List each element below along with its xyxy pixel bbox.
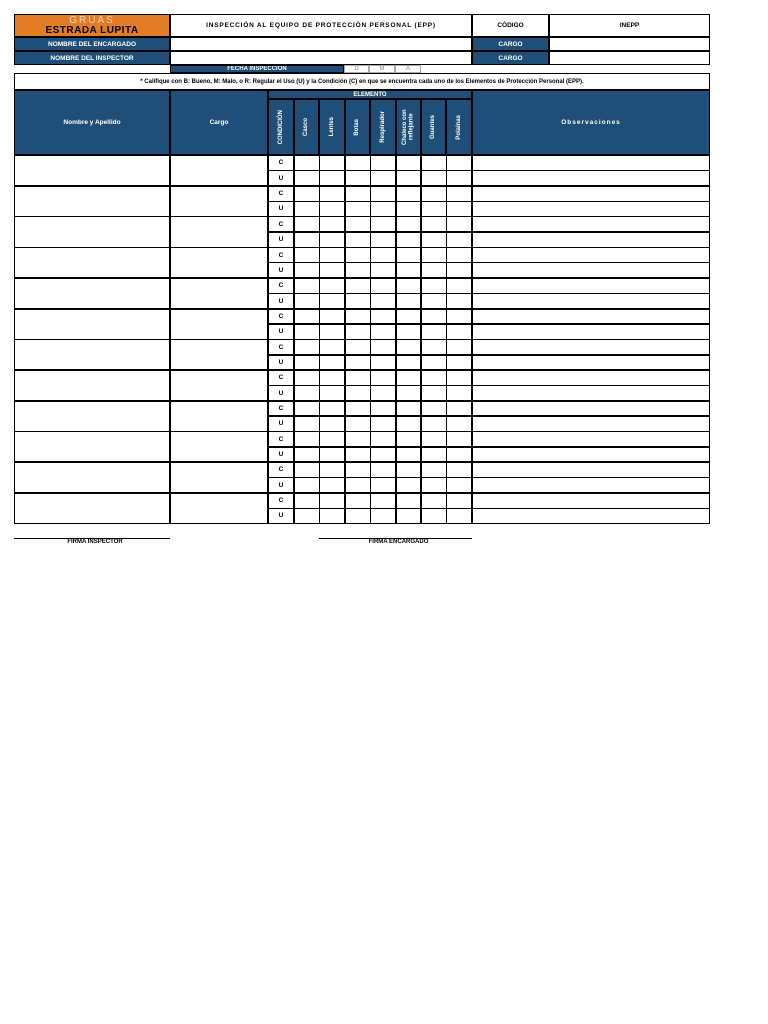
- person-cargo-field[interactable]: [170, 155, 268, 186]
- rating-cell[interactable]: [446, 293, 472, 309]
- rating-cell[interactable]: [294, 155, 320, 171]
- rating-cell[interactable]: [421, 508, 447, 524]
- form-title: INSPECCIÓN AL EQUIPO DE PROTECCIÓN PERSONAL (EPP): [170, 14, 472, 37]
- condition-type-label: U: [268, 416, 294, 432]
- person-name-field[interactable]: [14, 493, 170, 524]
- observation-field[interactable]: [472, 493, 710, 509]
- rating-cell[interactable]: [345, 385, 371, 401]
- rating-cell[interactable]: [294, 293, 320, 309]
- rating-cell[interactable]: [294, 247, 320, 263]
- rating-cell[interactable]: [345, 355, 371, 371]
- rating-cell[interactable]: [319, 462, 345, 478]
- rating-cell[interactable]: [319, 370, 345, 386]
- rating-cell[interactable]: [370, 447, 396, 463]
- rating-cell[interactable]: [421, 370, 447, 386]
- rating-cell[interactable]: [294, 339, 320, 355]
- observation-field[interactable]: [472, 247, 710, 263]
- rating-cell[interactable]: [345, 170, 371, 186]
- rating-cell[interactable]: [421, 431, 447, 447]
- element-header-5: [421, 99, 446, 155]
- rating-cell[interactable]: [294, 416, 320, 432]
- condition-type-label: U: [268, 324, 294, 340]
- rating-cell[interactable]: [345, 293, 371, 309]
- observation-field[interactable]: [472, 262, 710, 278]
- rating-cell[interactable]: [396, 431, 422, 447]
- rating-cell[interactable]: [370, 186, 396, 202]
- rating-cell[interactable]: [345, 216, 371, 232]
- rating-cell[interactable]: [370, 201, 396, 217]
- rating-cell[interactable]: [294, 385, 320, 401]
- rating-cell[interactable]: [370, 155, 396, 171]
- person-name-field[interactable]: [14, 431, 170, 462]
- rating-cell[interactable]: [319, 247, 345, 263]
- rating-cell[interactable]: [421, 293, 447, 309]
- rating-cell[interactable]: [370, 462, 396, 478]
- rating-cell[interactable]: [345, 508, 371, 524]
- rating-cell[interactable]: [294, 355, 320, 371]
- rating-cell[interactable]: [421, 186, 447, 202]
- rating-cell[interactable]: [421, 416, 447, 432]
- rating-cell[interactable]: [421, 170, 447, 186]
- elemento-header: ELEMENTO: [268, 90, 472, 99]
- rating-cell[interactable]: [421, 324, 447, 340]
- rating-cell[interactable]: [345, 339, 371, 355]
- rating-cell[interactable]: [396, 370, 422, 386]
- rating-cell[interactable]: [446, 401, 472, 417]
- fecha-label: FECHA INSPECCIÓN: [170, 65, 344, 73]
- rating-cell[interactable]: [396, 201, 422, 217]
- rating-cell[interactable]: [421, 201, 447, 217]
- rating-cell[interactable]: [294, 186, 320, 202]
- rating-cell[interactable]: [345, 186, 371, 202]
- rating-cell[interactable]: [294, 431, 320, 447]
- person-name-field[interactable]: [14, 216, 170, 247]
- rating-cell[interactable]: [446, 355, 472, 371]
- rating-cell[interactable]: [345, 431, 371, 447]
- element-label: Chaleco con reflejante: [401, 109, 415, 145]
- rating-cell[interactable]: [294, 370, 320, 386]
- person-cargo-field[interactable]: [170, 339, 268, 370]
- person-name-field[interactable]: [14, 370, 170, 401]
- rating-cell[interactable]: [396, 324, 422, 340]
- condition-type-label: C: [268, 401, 294, 417]
- rating-cell[interactable]: [396, 278, 422, 294]
- rating-cell[interactable]: [446, 385, 472, 401]
- rating-cell[interactable]: [446, 278, 472, 294]
- condicion-label: CONDICIÓN: [277, 109, 284, 145]
- condition-type-label: C: [268, 339, 294, 355]
- condition-type-label: U: [268, 170, 294, 186]
- element-label: Casco: [303, 117, 310, 136]
- rating-cell[interactable]: [319, 232, 345, 248]
- rating-cell[interactable]: [446, 247, 472, 263]
- rating-cell[interactable]: [345, 493, 371, 509]
- rating-cell[interactable]: [319, 186, 345, 202]
- encargado-cargo-label: CARGO: [472, 37, 549, 51]
- rating-cell[interactable]: [319, 170, 345, 186]
- rating-cell[interactable]: [370, 401, 396, 417]
- rating-cell[interactable]: [370, 493, 396, 509]
- observation-field[interactable]: [472, 309, 710, 325]
- rating-cell[interactable]: [319, 401, 345, 417]
- company-logo: [14, 14, 170, 37]
- rating-cell[interactable]: [446, 262, 472, 278]
- rating-cell[interactable]: [421, 247, 447, 263]
- person-name-field[interactable]: [14, 309, 170, 340]
- rating-cell[interactable]: [345, 447, 371, 463]
- rating-cell[interactable]: [396, 155, 422, 171]
- col-name-header: Nombre y Apellido: [14, 90, 170, 155]
- rating-cell[interactable]: [421, 309, 447, 325]
- encargado-label: NOMBRE DEL ENCARGADO: [14, 37, 170, 51]
- rating-cell[interactable]: [319, 339, 345, 355]
- rating-cell[interactable]: [396, 186, 422, 202]
- element-header-1: [319, 99, 344, 155]
- rating-cell[interactable]: [345, 324, 371, 340]
- condition-type-label: U: [268, 293, 294, 309]
- rating-cell[interactable]: [370, 431, 396, 447]
- person-cargo-field[interactable]: [170, 309, 268, 340]
- person-cargo-field[interactable]: [170, 370, 268, 401]
- rating-cell[interactable]: [294, 170, 320, 186]
- rating-cell[interactable]: [294, 201, 320, 217]
- rating-cell[interactable]: [446, 170, 472, 186]
- rating-cell[interactable]: [319, 508, 345, 524]
- rating-cell[interactable]: [345, 416, 371, 432]
- rating-cell[interactable]: [345, 370, 371, 386]
- observation-field[interactable]: [472, 216, 710, 232]
- rating-cell[interactable]: [396, 170, 422, 186]
- rating-cell[interactable]: [421, 401, 447, 417]
- condition-type-label: U: [268, 477, 294, 493]
- observation-field[interactable]: [472, 293, 710, 309]
- person-cargo-field[interactable]: [170, 462, 268, 493]
- rating-cell[interactable]: [396, 355, 422, 371]
- element-header-3: [370, 99, 395, 155]
- rating-cell[interactable]: [396, 216, 422, 232]
- rating-cell[interactable]: [396, 293, 422, 309]
- rating-cell[interactable]: [396, 508, 422, 524]
- rating-cell[interactable]: [319, 262, 345, 278]
- inspector-label: NOMBRE DEL INSPECTOR: [14, 51, 170, 65]
- person-name-field[interactable]: [14, 401, 170, 432]
- rating-cell[interactable]: [446, 508, 472, 524]
- condition-type-label: U: [268, 232, 294, 248]
- rating-cell[interactable]: [294, 401, 320, 417]
- rating-cell[interactable]: [370, 416, 396, 432]
- rating-cell[interactable]: [421, 462, 447, 478]
- condicion-header: [268, 99, 294, 155]
- rating-cell[interactable]: [446, 232, 472, 248]
- observation-field[interactable]: [472, 278, 710, 294]
- condition-type-label: C: [268, 155, 294, 171]
- rating-cell[interactable]: [446, 324, 472, 340]
- date-day-field[interactable]: D: [344, 65, 369, 73]
- rating-cell[interactable]: [446, 309, 472, 325]
- rating-cell[interactable]: [446, 477, 472, 493]
- rating-cell[interactable]: [370, 293, 396, 309]
- rating-cell[interactable]: [345, 201, 371, 217]
- rating-cell[interactable]: [345, 262, 371, 278]
- condition-type-label: C: [268, 431, 294, 447]
- rating-cell[interactable]: [370, 355, 396, 371]
- observation-field[interactable]: [472, 447, 710, 463]
- person-cargo-field[interactable]: [170, 401, 268, 432]
- person-cargo-field[interactable]: [170, 216, 268, 247]
- code-label: CÓDIGO: [472, 14, 549, 37]
- rating-cell[interactable]: [319, 155, 345, 171]
- rating-cell[interactable]: [319, 201, 345, 217]
- rating-cell[interactable]: [446, 370, 472, 386]
- condition-type-label: C: [268, 216, 294, 232]
- rating-cell[interactable]: [396, 462, 422, 478]
- logo-line2: ESTRADA LUPITA: [45, 24, 139, 36]
- person-name-field[interactable]: [14, 278, 170, 309]
- condition-type-label: U: [268, 201, 294, 217]
- rating-cell[interactable]: [294, 447, 320, 463]
- rating-cell[interactable]: [446, 462, 472, 478]
- rating-cell[interactable]: [421, 278, 447, 294]
- rating-cell[interactable]: [319, 385, 345, 401]
- rating-cell[interactable]: [370, 278, 396, 294]
- rating-cell[interactable]: [370, 232, 396, 248]
- element-label: Respirador: [379, 111, 386, 143]
- rating-cell[interactable]: [345, 278, 371, 294]
- rating-cell[interactable]: [370, 508, 396, 524]
- person-name-field[interactable]: [14, 462, 170, 493]
- rating-cell[interactable]: [446, 201, 472, 217]
- logo-line1: GRÚAS: [69, 14, 115, 26]
- rating-cell[interactable]: [446, 493, 472, 509]
- rating-cell[interactable]: [421, 447, 447, 463]
- rating-cell[interactable]: [345, 155, 371, 171]
- rating-cell[interactable]: [421, 477, 447, 493]
- rating-cell[interactable]: [294, 477, 320, 493]
- rating-cell[interactable]: [421, 339, 447, 355]
- rating-cell[interactable]: [370, 262, 396, 278]
- condition-type-label: C: [268, 370, 294, 386]
- rating-cell[interactable]: [446, 155, 472, 171]
- rating-cell[interactable]: [294, 324, 320, 340]
- condition-type-label: C: [268, 247, 294, 263]
- observation-field[interactable]: [472, 186, 710, 202]
- encargado-signature-label: FIRMA ENCARGADO: [368, 539, 429, 545]
- rating-cell[interactable]: [294, 309, 320, 325]
- condition-type-label: U: [268, 355, 294, 371]
- rating-cell[interactable]: [319, 447, 345, 463]
- condition-type-label: U: [268, 385, 294, 401]
- observation-field[interactable]: [472, 355, 710, 371]
- condition-type-label: U: [268, 447, 294, 463]
- inspector-signature-label: FIRMA INSPECTOR: [67, 539, 123, 545]
- rating-cell[interactable]: [345, 401, 371, 417]
- observation-field[interactable]: [472, 385, 710, 401]
- person-cargo-field[interactable]: [170, 278, 268, 309]
- rating-cell[interactable]: [370, 247, 396, 263]
- rating-cell[interactable]: [396, 339, 422, 355]
- observation-field[interactable]: [472, 324, 710, 340]
- rating-cell[interactable]: [294, 493, 320, 509]
- rating-cell[interactable]: [396, 262, 422, 278]
- person-cargo-field[interactable]: [170, 493, 268, 524]
- rating-cell[interactable]: [345, 232, 371, 248]
- element-label: Lentes: [328, 117, 335, 137]
- col-cargo-header: Cargo: [170, 90, 268, 155]
- rating-cell[interactable]: [370, 477, 396, 493]
- element-label: Guantes: [430, 114, 437, 139]
- col-obs-header: Observaciones: [472, 90, 710, 155]
- rating-cell[interactable]: [396, 416, 422, 432]
- rating-cell[interactable]: [319, 477, 345, 493]
- rating-cell[interactable]: [396, 232, 422, 248]
- rating-cell[interactable]: [345, 462, 371, 478]
- person-name-field[interactable]: [14, 155, 170, 186]
- rating-cell[interactable]: [396, 309, 422, 325]
- rating-cell[interactable]: [319, 431, 345, 447]
- encargado-name-field[interactable]: [170, 37, 472, 51]
- observation-field[interactable]: [472, 370, 710, 386]
- inspector-cargo-label: CARGO: [472, 51, 549, 65]
- person-cargo-field[interactable]: [170, 431, 268, 462]
- rating-cell[interactable]: [370, 324, 396, 340]
- rating-cell[interactable]: [319, 324, 345, 340]
- rating-cell[interactable]: [421, 385, 447, 401]
- element-label: Polainas: [455, 114, 462, 140]
- condition-type-label: C: [268, 462, 294, 478]
- rating-cell[interactable]: [294, 462, 320, 478]
- rating-cell[interactable]: [294, 262, 320, 278]
- person-cargo-field[interactable]: [170, 186, 268, 217]
- person-name-field[interactable]: [14, 247, 170, 278]
- rating-cell[interactable]: [446, 431, 472, 447]
- rating-cell[interactable]: [370, 339, 396, 355]
- observation-field[interactable]: [472, 508, 710, 524]
- rating-cell[interactable]: [319, 493, 345, 509]
- code-value: INEPP: [549, 14, 710, 37]
- rating-cell[interactable]: [370, 170, 396, 186]
- rating-cell[interactable]: [294, 216, 320, 232]
- observation-field[interactable]: [472, 232, 710, 248]
- person-cargo-field[interactable]: [170, 247, 268, 278]
- condition-type-label: C: [268, 493, 294, 509]
- observation-field[interactable]: [472, 416, 710, 432]
- person-name-field[interactable]: [14, 339, 170, 370]
- rating-cell[interactable]: [294, 278, 320, 294]
- rating-cell[interactable]: [319, 309, 345, 325]
- rating-cell[interactable]: [396, 401, 422, 417]
- rating-cell[interactable]: [421, 262, 447, 278]
- rating-cell[interactable]: [421, 155, 447, 171]
- rating-cell[interactable]: [345, 477, 371, 493]
- rating-cell[interactable]: [345, 247, 371, 263]
- rating-cell[interactable]: [319, 293, 345, 309]
- rating-cell[interactable]: [294, 232, 320, 248]
- rating-cell[interactable]: [421, 355, 447, 371]
- rating-cell[interactable]: [370, 309, 396, 325]
- condition-type-label: C: [268, 278, 294, 294]
- rating-cell[interactable]: [396, 477, 422, 493]
- rating-cell[interactable]: [396, 247, 422, 263]
- rating-cell[interactable]: [446, 416, 472, 432]
- rating-cell[interactable]: [421, 493, 447, 509]
- instruction-text: * Califique con B: Bueno, M: Malo, o R: Regular el Uso (U) y la Condición (C) en que se encuentra cada uno de los Elementos de Protección Personal (EPP).: [14, 73, 710, 90]
- observation-field[interactable]: [472, 401, 710, 417]
- date-month-field[interactable]: M: [369, 65, 395, 73]
- rating-cell[interactable]: [370, 370, 396, 386]
- inspector-name-field[interactable]: [170, 51, 472, 65]
- date-year-field[interactable]: A: [395, 65, 421, 73]
- condition-type-label: C: [268, 186, 294, 202]
- rating-cell[interactable]: [446, 339, 472, 355]
- rating-cell[interactable]: [370, 216, 396, 232]
- element-label: Botas: [354, 118, 361, 136]
- rating-cell[interactable]: [396, 493, 422, 509]
- rating-cell[interactable]: [319, 416, 345, 432]
- observation-field[interactable]: [472, 339, 710, 355]
- rating-cell[interactable]: [319, 355, 345, 371]
- rating-cell[interactable]: [446, 447, 472, 463]
- rating-cell[interactable]: [396, 447, 422, 463]
- observation-field[interactable]: [472, 477, 710, 493]
- rating-cell[interactable]: [294, 508, 320, 524]
- rating-cell[interactable]: [421, 216, 447, 232]
- rating-cell[interactable]: [446, 186, 472, 202]
- element-header-0: [294, 99, 319, 155]
- element-header-6: [446, 99, 471, 155]
- element-header-2: [345, 99, 370, 155]
- condition-type-label: C: [268, 309, 294, 325]
- person-name-field[interactable]: [14, 186, 170, 217]
- observation-field[interactable]: [472, 201, 710, 217]
- rating-cell[interactable]: [319, 216, 345, 232]
- rating-cell[interactable]: [421, 232, 447, 248]
- observation-field[interactable]: [472, 170, 710, 186]
- inspector-cargo-field[interactable]: [549, 51, 710, 65]
- rating-cell[interactable]: [446, 216, 472, 232]
- observation-field[interactable]: [472, 155, 710, 171]
- condition-type-label: U: [268, 262, 294, 278]
- condition-type-label: U: [268, 508, 294, 524]
- encargado-cargo-field[interactable]: [549, 37, 710, 51]
- rating-cell[interactable]: [345, 309, 371, 325]
- observation-field[interactable]: [472, 431, 710, 447]
- observation-field[interactable]: [472, 462, 710, 478]
- element-header-4: [396, 99, 421, 155]
- rating-cell[interactable]: [319, 278, 345, 294]
- rating-cell[interactable]: [396, 385, 422, 401]
- rating-cell[interactable]: [370, 385, 396, 401]
